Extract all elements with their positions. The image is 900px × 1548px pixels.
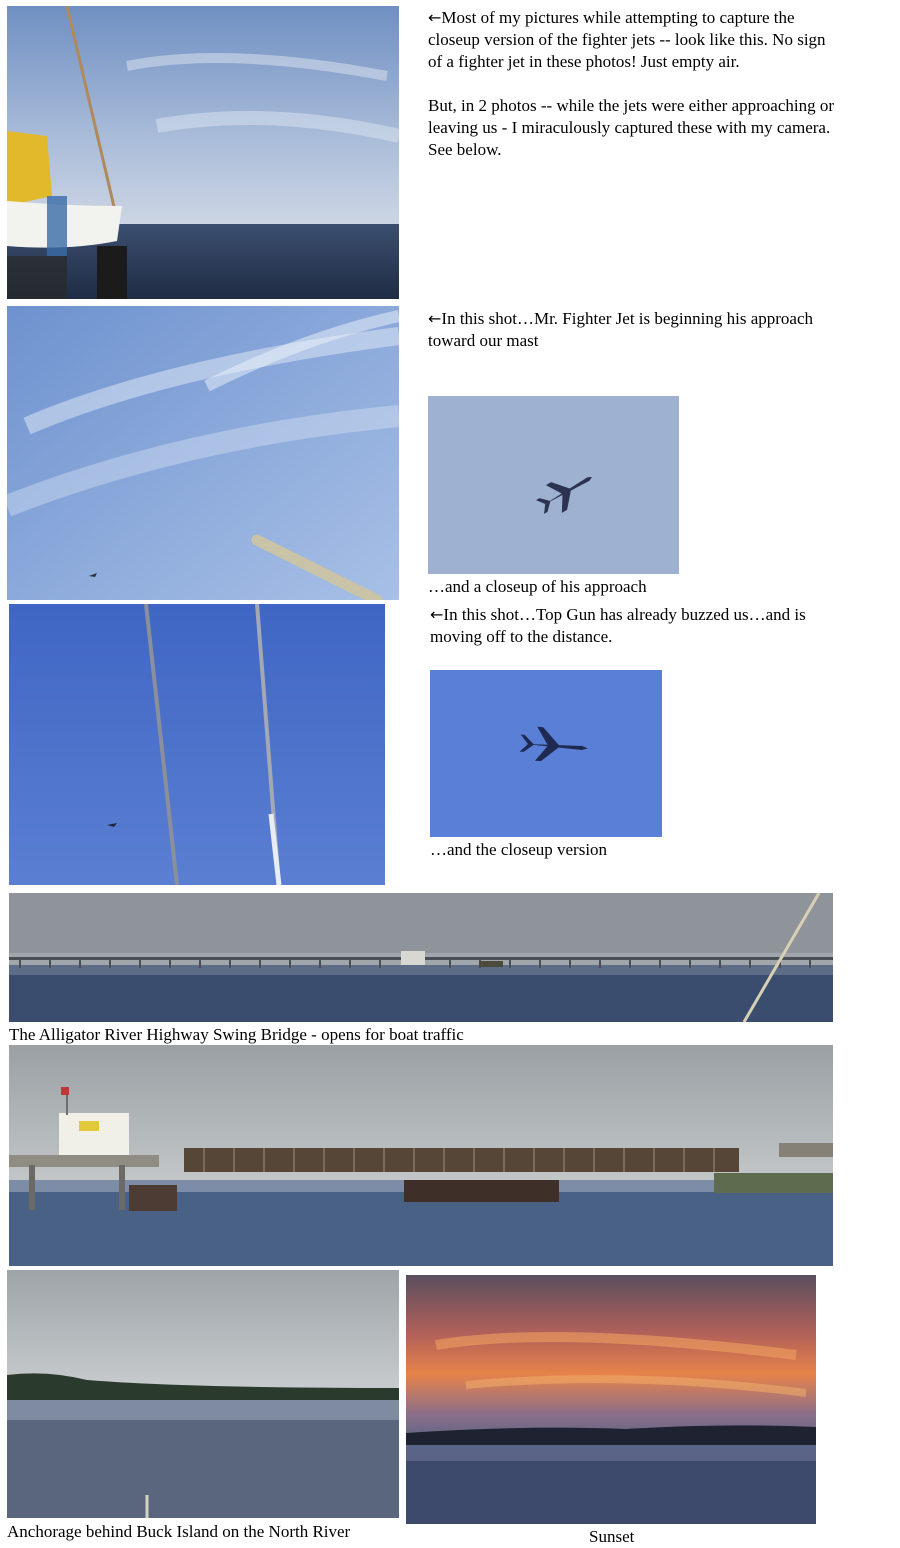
approach-text — [428, 308, 828, 352]
leaving-closeup-caption: …and the closeup version — [430, 840, 608, 859]
intro-text — [428, 7, 838, 161]
leaving-description: In this shot…Top Gun has already buzzed us…and is moving off to the distance. — [430, 605, 806, 646]
photo-empty-sky-boat — [7, 6, 399, 299]
photo-bridge-panorama — [9, 893, 833, 1022]
left-arrow-icon: ← — [428, 8, 442, 27]
photo-anchorage — [7, 1270, 399, 1518]
left-arrow-icon: ← — [430, 605, 444, 624]
sunset-caption: Sunset — [589, 1527, 635, 1546]
photo-swing-bridge — [9, 1045, 833, 1266]
photo-jet-approach — [7, 306, 399, 600]
photo-jet-leaving-closeup — [430, 670, 662, 837]
anchorage-caption: Anchorage behind Buck Island on the North River — [7, 1522, 351, 1541]
photo-jet-approach-closeup — [428, 396, 679, 574]
approach-closeup-caption: …and a closeup of his approach — [428, 577, 647, 596]
leaving-text — [430, 604, 810, 648]
approach-description: In this shot…Mr. Fighter Jet is beginning his approach toward our mast — [428, 309, 814, 350]
photo-sunset — [406, 1275, 816, 1524]
photo-jet-leaving — [9, 604, 385, 885]
left-arrow-icon: ← — [428, 309, 442, 328]
intro-paragraph-2: But, in 2 photos -- while the jets were either approaching or leaving us - I miraculously captured these with my camera. See below. — [428, 96, 834, 159]
intro-paragraph-1: Most of my pictures while attempting to capture the closeup version of the fighter jets -- look like this. No sign of a fighter jet in these photos! Just empty air. — [428, 8, 826, 71]
bridge-caption: The Alligator River Highway Swing Bridge - opens for boat traffic — [9, 1025, 464, 1044]
